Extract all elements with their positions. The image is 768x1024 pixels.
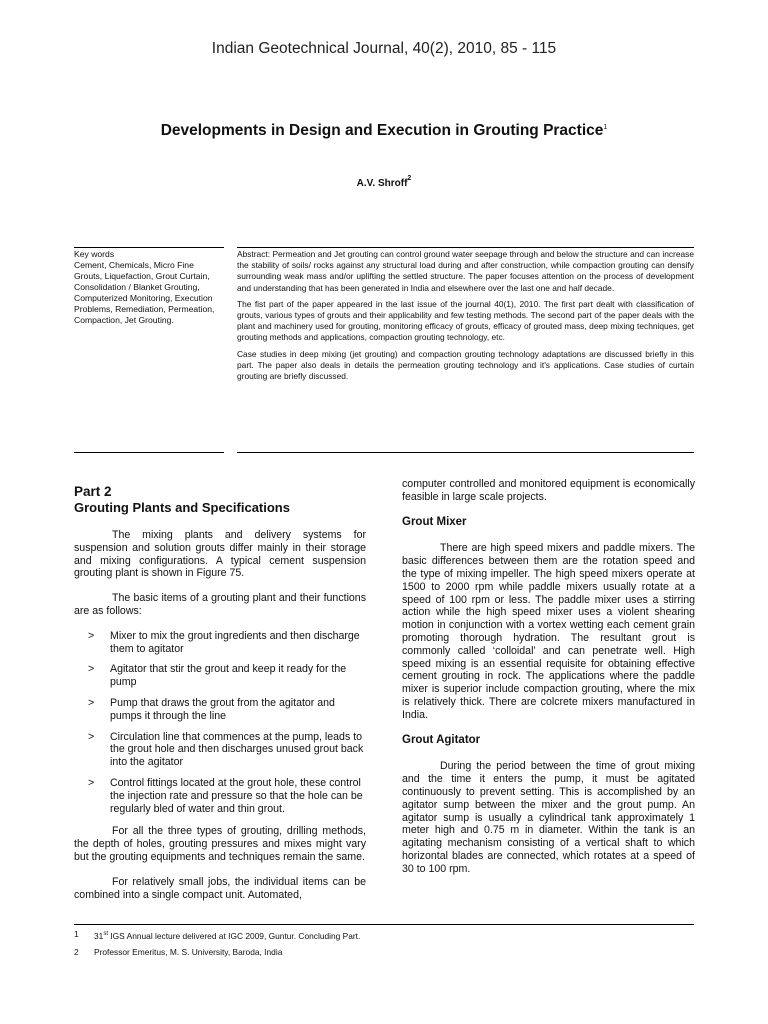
bullet-marker: > [88, 730, 95, 743]
abstract-paragraph: Case studies in deep mixing (jet grouting) and compaction grouting technology adaptations are discussed briefly in this part. The paper also deals in details the permeation grouting technology and it's applications. Case studies of curtain grouting are briefly discussed. [237, 348, 694, 382]
body-paragraph: For relatively small jobs, the individual items can be combined into a single compact unit. Automated, [74, 875, 366, 901]
abstract-top-rule [237, 247, 694, 248]
bullet-marker: > [88, 776, 95, 789]
list-item [74, 663, 366, 689]
bullet-marker: > [88, 696, 95, 709]
body-paragraph: During the period between the time of grout mixing and the time it enters the pump, it must be agitated continuously to prevent setting. This is accomplished by an agitator sump between the mixer and the grout pump. An agitator sump is usually a cylindrical tank approximately 1 meter high and 0.75 m in diameter. Within the tank is an agitating mechanism consisting of a vertical shaft to which horizontal blades are connected, which rotates at a speed of 30 to 100 rpm. [402, 760, 695, 875]
keywords-bottom-rule [74, 452, 224, 453]
body-paragraph: computer controlled and monitored equipment is economically feasible in large scale projects. [402, 478, 695, 503]
list-item [74, 630, 366, 656]
list-item [74, 731, 366, 769]
subsection-heading-grout-agitator: Grout Agitator [402, 733, 481, 746]
list-item-text: Control fittings located at the grout hole, these control the injection rate and pressure so that the hole can be regularly bled of water and thin grout. [110, 776, 363, 815]
right-column [402, 478, 695, 888]
footnote [74, 926, 714, 944]
bullet-marker: > [88, 663, 95, 676]
keywords-heading: Key words [74, 249, 115, 259]
title-footnote-mark: 1 [603, 124, 608, 131]
list-item-text: Agitator that stir the grout and keep it ready for the pump [110, 663, 347, 689]
keywords-block [74, 249, 224, 326]
title-text: Developments in Design and Execution in Grouting Practice [160, 122, 604, 139]
keywords-text: Cement, Chemicals, Micro Fine Grouts, Liquefaction, Grout Curtain, Consolidation / Blanket Grouting, Computerized Monitoring, Execution Problems, Remediation, Permeation, Compaction, Jet Grouting. [74, 260, 215, 325]
body-paragraph: The mixing plants and delivery systems for suspension and solution grouts differ mainly in their storage and mixing configurations. A typical cement suspension grouting plant is shown in Figure 75. [74, 529, 366, 580]
part-label: Part 2 [74, 484, 112, 499]
list-item [74, 777, 366, 815]
footnotes [74, 926, 714, 960]
list-item-text: Circulation line that commences at the pump, leads to the grout hole and then discharges unused grout back into the agitator [110, 730, 364, 769]
section-heading: Grouting Plants and Specifications [74, 500, 290, 515]
footnote-body: Professor Emeritus, M. S. University, Baroda, India [94, 947, 283, 957]
footnote-text [94, 926, 360, 944]
subsection-heading-grout-mixer: Grout Mixer [402, 515, 467, 528]
list-item [74, 697, 366, 723]
paper-title [0, 122, 768, 140]
body-paragraph: There are high speed mixers and paddle mixers. The basic differences between them are the rotation speed and the type of mixing impeller. The high speed mixers operate at 1500 to 2000 rpm while paddle mixers usually rotate at a speed of 100 rpm or less. The paddle mixer uses a stirring action while the high speed mixer uses a violent shearing motion in conjunction with a vortex wetting each cement grain promoting thorough hydration. The resultant grout is commonly called ‘colloidal’ and can penetrate well. High speed mixing is an essential requisite for obtaining effective cement grouting in rock. The applications where the paddle mixer is superior include compaction grouting, where the mix is relatively thick. There are colcrete mixers manufactured in India. [402, 542, 695, 721]
author-name: A.V. Shroff [356, 178, 408, 189]
footnote-ordinal: 31 [94, 931, 104, 941]
footnote-number: 1 [74, 929, 79, 939]
footnote-number: 2 [74, 947, 79, 957]
body-paragraph: The basic items of a grouting plant and their functions are as follows: [74, 592, 366, 617]
footnote-ordinal-suffix: st [103, 931, 108, 937]
abstract-paragraph: The fist part of the paper appeared in the last issue of the journal 40(1), 2010. The first part dealt with classification of grouts, various types of grouts and their applicability and few testing methods. The second part of the paper deals with the plant and machinery used for grouting, monitoring efficacy of grouts, efficacy of grouted mass, deep mixing techniques, get grouting methods and applications, compaction grouting technology, etc. [237, 298, 694, 343]
author-footnote-mark: 2 [407, 175, 412, 182]
footnote-rule [74, 924, 694, 925]
abstract-bottom-rule [237, 452, 694, 453]
keywords-top-rule [74, 247, 224, 248]
plant-items-list [74, 630, 366, 816]
left-column [74, 484, 366, 913]
list-item-text: Pump that draws the grout from the agitator and pumps it through the line [110, 696, 335, 722]
journal-citation: Indian Geotechnical Journal, 40(2), 2010, 85 - 115 [211, 40, 557, 57]
footnote-body: IGS Annual lecture delivered at IGC 2009, Guntur. Concluding Part. [108, 931, 361, 941]
bullet-marker: > [88, 629, 95, 642]
abstract-block [237, 249, 694, 387]
list-item-text: Mixer to mix the grout ingredients and then discharge them to agitator [110, 629, 360, 655]
body-paragraph: For all the three types of grouting, drilling methods, the depth of holes, grouting pressures and mixes might vary but the grouting equipments and techniques remain the same. [74, 825, 366, 863]
footnote [74, 944, 714, 960]
author-line [0, 175, 768, 189]
abstract-paragraph: Abstract: Permeation and Jet grouting can control ground water seepage through and below the structure and can increase the stability of soils/ rocks against any structural load during and after construction, while compaction grouting can densify surrounding weak mass and/or uplifting the settled structure. The paper focuses attention on the process of development and understanding that has been generated in India and elsewhere over the last one and half decade. [237, 249, 694, 293]
